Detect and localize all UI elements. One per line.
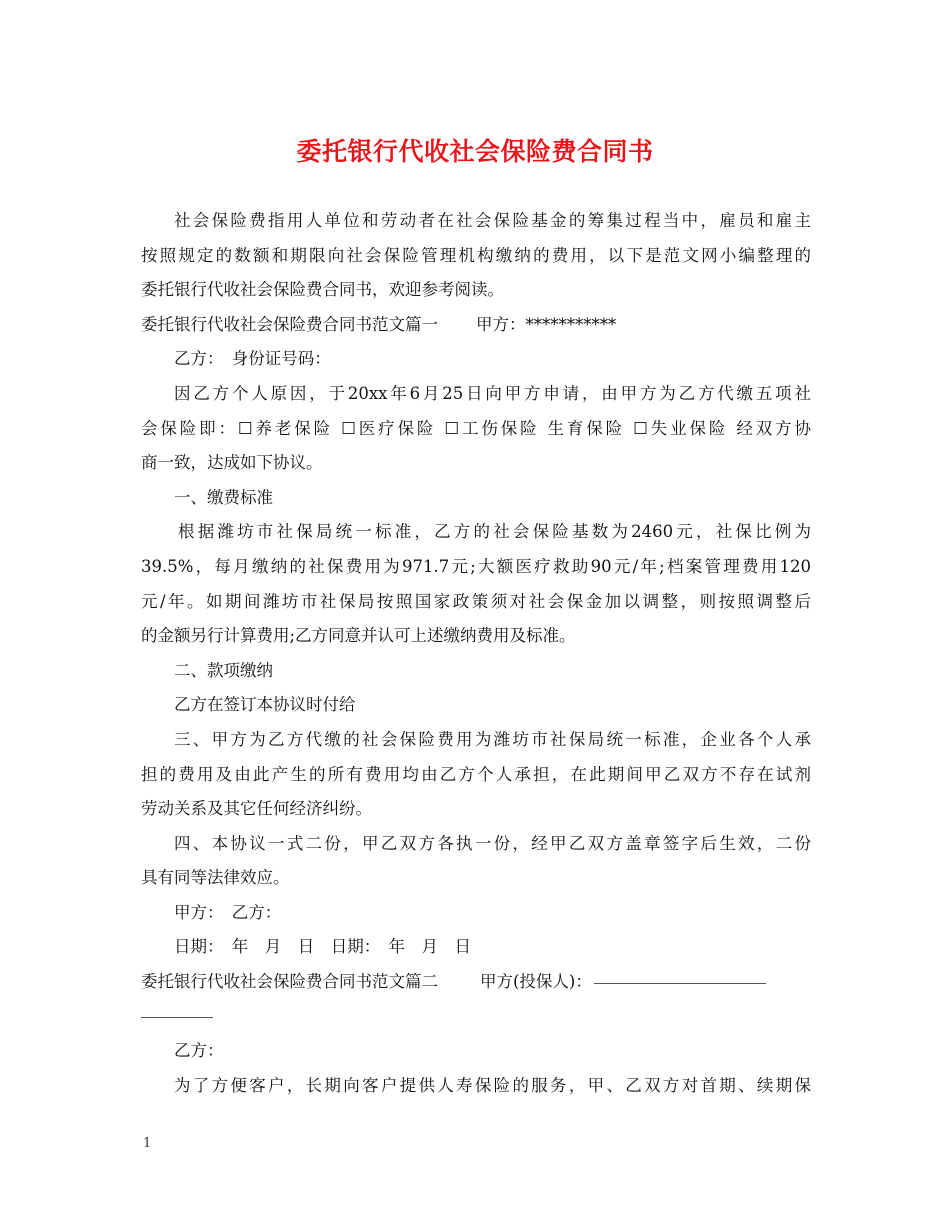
intro-line: 委托银行代收社会保险费合同书，欢迎参考阅读。 <box>141 280 504 300</box>
sample2-party-b: 乙方： <box>174 1041 224 1061</box>
section1-line: 元/年。如期间潍坊市社保局按照国家政策须对社会保金加以调整，则按照调整后 <box>141 591 811 611</box>
blank-underline <box>594 982 766 984</box>
section1-title: 一、缴费标准 <box>174 487 273 507</box>
section3-line: 担的费用及由此产生的所有费用均由乙方个人承担，在此期间甲乙双方不存在试剂 <box>141 764 811 784</box>
document-body <box>141 204 811 1103</box>
party-a-stars: 甲方：*********** <box>476 314 617 334</box>
para1-line: 会保险即：☐养老保险 ☐医疗保险 ☐工伤保险 生育保险 ☐失业保险 经双方协 <box>141 418 811 438</box>
signature-line: 甲方： 乙方： <box>174 902 282 922</box>
section2-title: 二、款项缴纳 <box>174 660 273 680</box>
document-title: 委托银行代收社会保险费合同书 <box>296 137 654 166</box>
sample1-heading: 委托银行代收社会保险费合同书范文篇一 <box>141 314 438 334</box>
sample2-heading: 委托银行代收社会保险费合同书范文篇二 <box>141 972 438 992</box>
section4-line: 四、本协议一式二份，甲乙双方各执一份，经甲乙双方盖章签字后生效，二份 <box>174 833 811 853</box>
sample2-last-line: 为了方便客户，长期向客户提供人寿保险的服务，甲、乙双方对首期、续期保 <box>174 1075 811 1095</box>
sample1-heading-row <box>141 308 811 343</box>
party-b-id-line: 乙方： 身份证号码： <box>174 349 331 369</box>
intro-line: 社会保险费指用人单位和劳动者在社会保险基金的筹集过程当中，雇员和雇主 <box>174 211 811 230</box>
intro-line: 按照规定的数额和期限向社会保险管理机构缴纳的费用，以下是范文网小编整理的 <box>141 245 811 265</box>
section3-line: 劳动关系及其它任何经济纠纷。 <box>141 799 372 819</box>
section1-line: 的金额另行计算费用;乙方同意并认可上述缴纳费用及标准。 <box>141 626 576 646</box>
section4-line: 具有同等法律效应。 <box>141 868 290 888</box>
sample2-heading-row <box>141 965 811 1000</box>
page-number: 1 <box>143 1136 152 1151</box>
section3-line: 三、甲方为乙方代缴的社会保险费用为潍坊市社保局统一标准，企业各个人承 <box>174 729 811 749</box>
date-line: 日期： 年 月 日 日期： 年 月 日 <box>174 937 471 957</box>
sample2-party-a: 甲方(投保人)： <box>480 972 592 992</box>
underline-continuation-row <box>141 1000 811 1035</box>
section1-line: 39.5%，每月缴纳的社保费用为971.7元;大额医疗救助90元/年;档案管理费用120 <box>141 556 811 576</box>
para1-line: 因乙方个人原因，于20xx年6月25日向甲方申请，由甲方为乙方代缴五项社 <box>174 383 811 403</box>
blank-underline <box>141 1016 213 1018</box>
para1-line: 商一致，达成如下协议。 <box>141 453 323 473</box>
section1-line: 根据潍坊市社保局统一标准，乙方的社会保险基数为2460元，社保比例为 <box>178 522 811 542</box>
section2-text: 乙方在签订本协议时付给 <box>174 695 356 715</box>
